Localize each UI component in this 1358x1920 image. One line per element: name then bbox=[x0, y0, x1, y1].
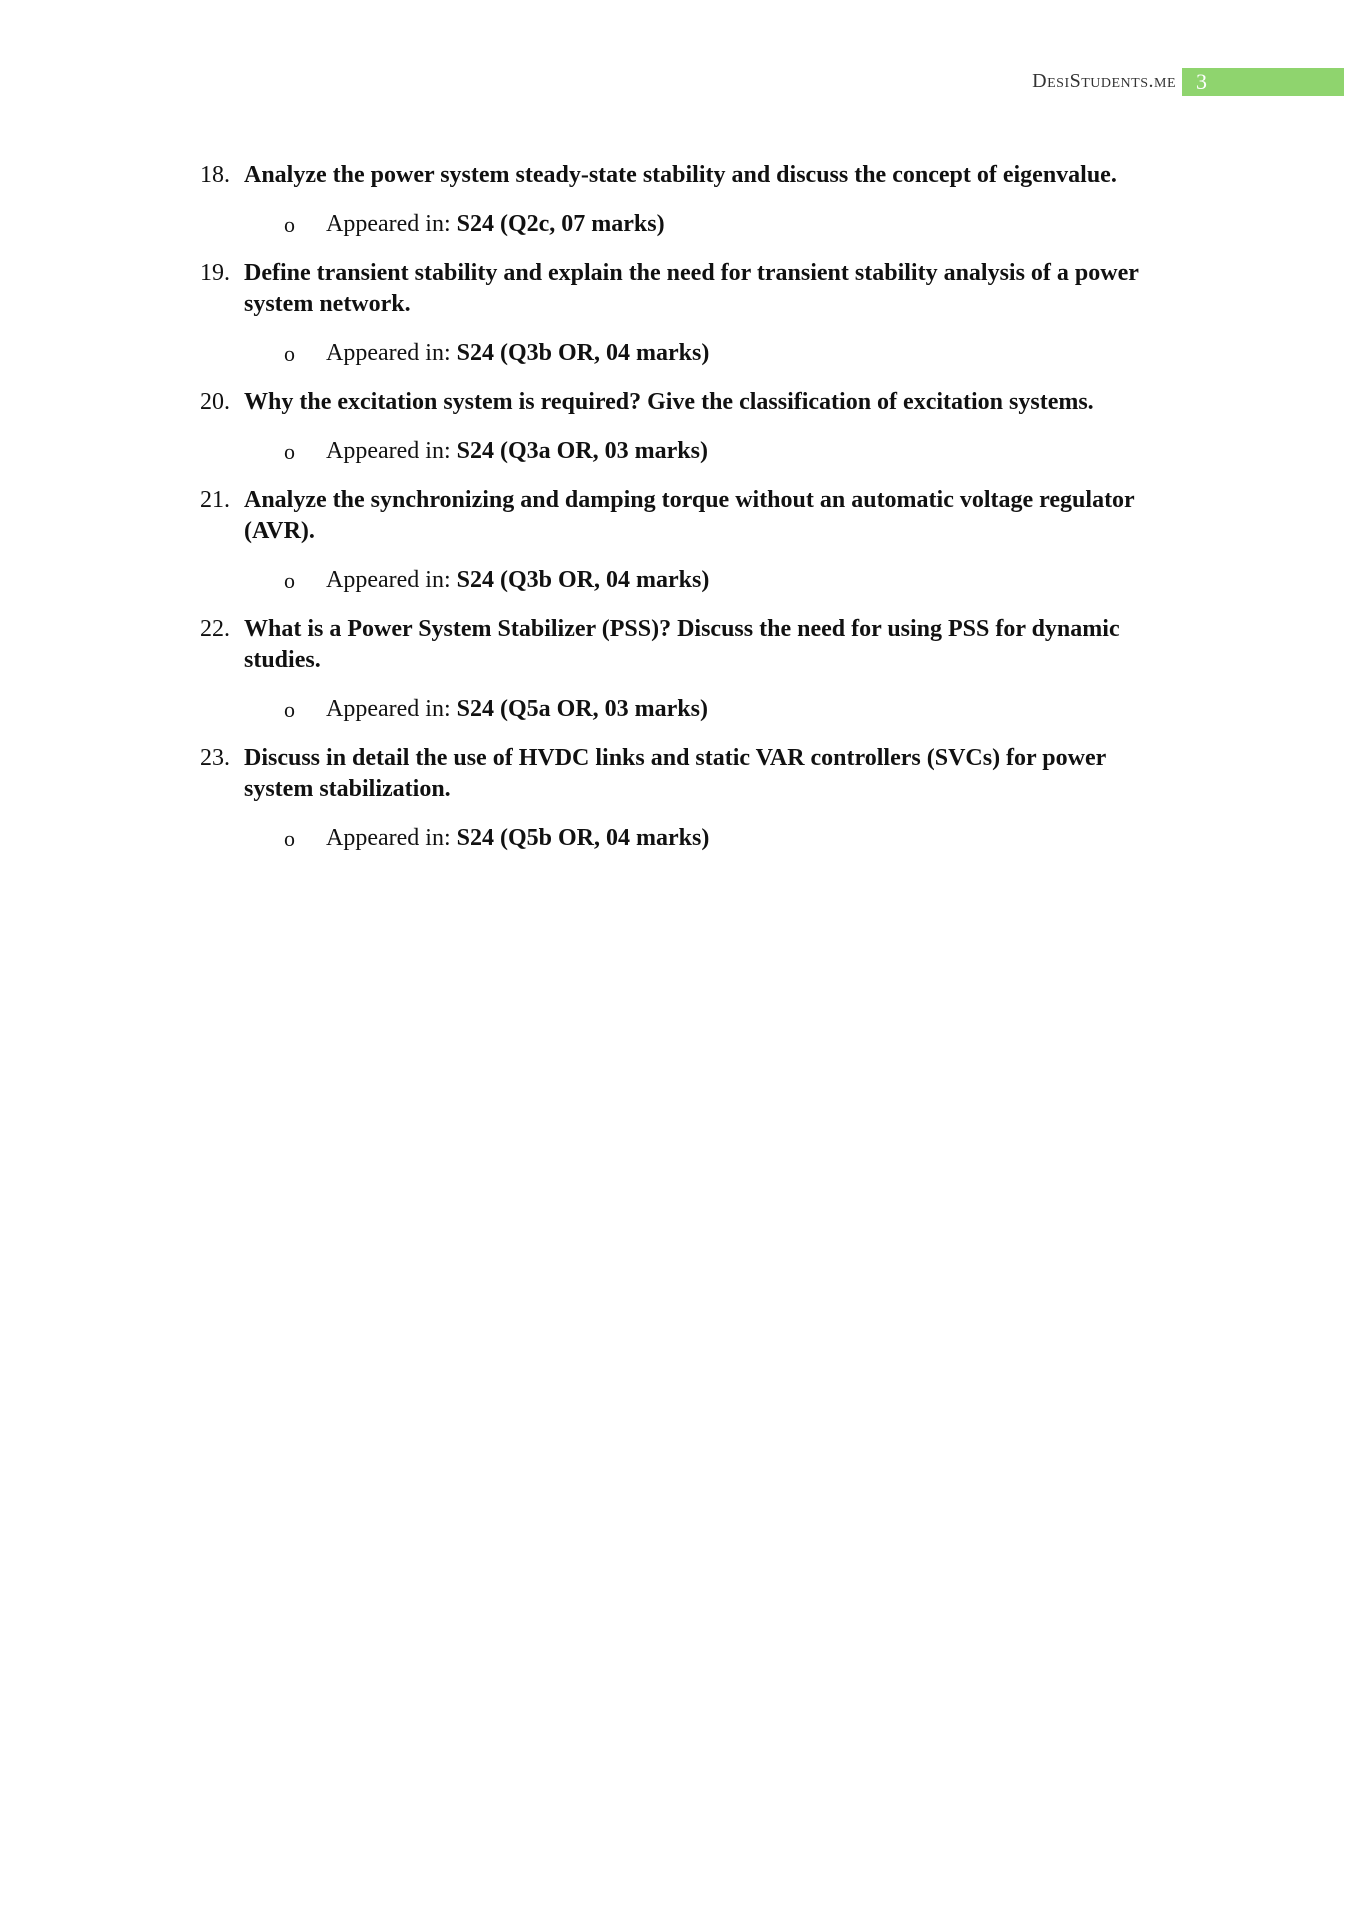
appeared-in-line bbox=[200, 436, 1180, 467]
question-text: Discuss in detail the use of HVDC links and static VAR controllers (SVCs) for power system stabilization. bbox=[244, 745, 1106, 802]
question-item bbox=[200, 258, 1180, 320]
bullet-icon: o bbox=[284, 341, 295, 366]
question-item bbox=[200, 160, 1180, 191]
question-item bbox=[200, 387, 1180, 418]
appeared-reference: S24 (Q2c, 07 marks) bbox=[456, 211, 665, 237]
appeared-label: Appeared in: bbox=[326, 567, 457, 593]
appeared-reference: S24 (Q3a OR, 03 marks) bbox=[456, 438, 708, 464]
appeared-label: Appeared in: bbox=[326, 825, 457, 851]
question-number: 18. bbox=[200, 162, 230, 188]
appeared-in-line bbox=[200, 565, 1180, 596]
appeared-reference: S24 (Q3b OR, 04 marks) bbox=[456, 567, 710, 593]
question-number: 19. bbox=[200, 260, 230, 286]
page-header bbox=[0, 68, 1358, 98]
appeared-label: Appeared in: bbox=[326, 211, 457, 237]
bullet-icon: o bbox=[284, 568, 295, 593]
page-number-box bbox=[1182, 68, 1344, 96]
question-number: 20. bbox=[200, 389, 230, 415]
question-text: Why the excitation system is required? Give the classification of excitation systems. bbox=[244, 389, 1094, 415]
appeared-label: Appeared in: bbox=[326, 696, 457, 722]
appeared-in-line bbox=[200, 209, 1180, 240]
appeared-in-line bbox=[200, 694, 1180, 725]
question-number: 23. bbox=[200, 745, 230, 771]
question-text: Define transient stability and explain the need for transient stability analysis of a power system network. bbox=[244, 260, 1139, 317]
bullet-icon: o bbox=[284, 697, 295, 722]
appeared-label: Appeared in: bbox=[326, 340, 457, 366]
bullet-icon: o bbox=[284, 212, 295, 237]
appeared-reference: S24 (Q5a OR, 03 marks) bbox=[456, 696, 708, 722]
appeared-reference: S24 (Q3b OR, 04 marks) bbox=[456, 340, 710, 366]
question-list bbox=[200, 160, 1180, 872]
appeared-in-line bbox=[200, 338, 1180, 369]
question-text: Analyze the power system steady-state stability and discuss the concept of eigenvalue. bbox=[244, 162, 1117, 188]
appeared-in-line bbox=[200, 823, 1180, 854]
page-number: 3 bbox=[1196, 69, 1207, 94]
bullet-icon: o bbox=[284, 439, 295, 464]
appeared-reference: S24 (Q5b OR, 04 marks) bbox=[456, 825, 710, 851]
question-number: 22. bbox=[200, 616, 230, 642]
question-item bbox=[200, 485, 1180, 547]
site-name: DesiStudents.me bbox=[1032, 70, 1176, 92]
question-text: Analyze the synchronizing and damping torque without an automatic voltage regulator (AVR). bbox=[244, 487, 1135, 544]
question-item bbox=[200, 743, 1180, 805]
appeared-label: Appeared in: bbox=[326, 438, 457, 464]
question-number: 21. bbox=[200, 487, 230, 513]
question-item bbox=[200, 614, 1180, 676]
bullet-icon: o bbox=[284, 826, 295, 851]
question-text: What is a Power System Stabilizer (PSS)? Discuss the need for using PSS for dynamic studies. bbox=[244, 616, 1120, 673]
